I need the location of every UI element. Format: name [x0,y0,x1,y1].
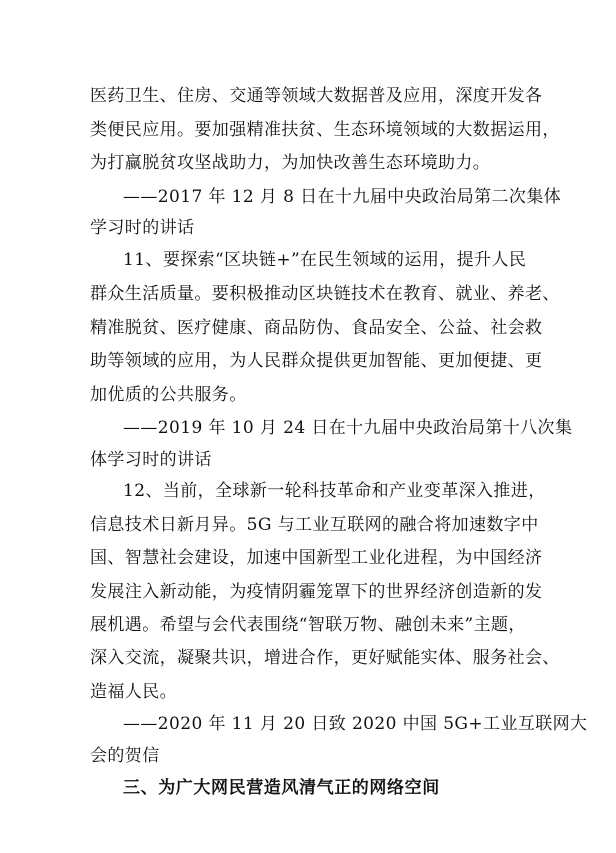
quote-attribution: 会的贺信 [90,746,160,766]
quote-attribution: ——2020 年 11 月 20 日致 2020 中国 5G+工业互联网大 [123,714,588,734]
section-heading: 三、为广大网民营造风清气正的网络空间 [123,778,440,798]
text-line: 为打赢脱贫攻坚战助力，为加快改善生态环境助力。 [90,153,491,173]
text-line: 群众生活质量。要积极推动区块链技术在教育、就业、养老、 [90,284,560,304]
text-line: 加优质的公共服务。 [90,385,247,405]
text-line: 深入交流，凝聚共识，增进合作，更好赋能实体、服务社会、 [90,648,560,668]
text-line: 类便民应用。要加强精准扶贫、生态环境领域的大数据运用， [90,120,560,140]
numbered-paragraph-12: 12、当前，全球新一轮科技革命和产业变革深入推进， [123,481,546,501]
text-line: 医药卫生、住房、交通等领域大数据普及应用，深度开发各 [90,86,543,106]
quote-attribution: ——2017 年 12 月 8 日在十九届中央政治局第二次集体 [123,187,562,207]
text-line: 助等领域的应用，为人民群众提供更加智能、更加便捷、更 [90,351,543,371]
quote-attribution: 学习时的讲话 [90,218,195,238]
text-line: 展机遇。希望与会代表围绕“智联万物、融创未来”主题， [90,615,526,635]
quote-attribution: 体学习时的讲话 [90,450,212,470]
quote-attribution: ——2019 年 10 月 24 日在十九届中央政治局第十八次集 [123,418,573,438]
text-line: 造福人民。 [90,682,177,702]
text-line: 国、智慧社会建设，加速中国新型工业化进程，为中国经济 [90,548,543,568]
text-line: 精准脱贫、医疗健康、商品防伪、食品安全、公益、社会救 [90,318,543,338]
text-line: 发展注入新动能，为疫情阴霾笼罩下的世界经济创造新的发 [90,582,543,602]
numbered-paragraph-11: 11、要探索“区块链+”在民生领域的运用，提升人民 [123,250,527,270]
text-line: 信息技术日新月异。5G 与工业互联网的融合将加速数字中 [90,515,539,535]
